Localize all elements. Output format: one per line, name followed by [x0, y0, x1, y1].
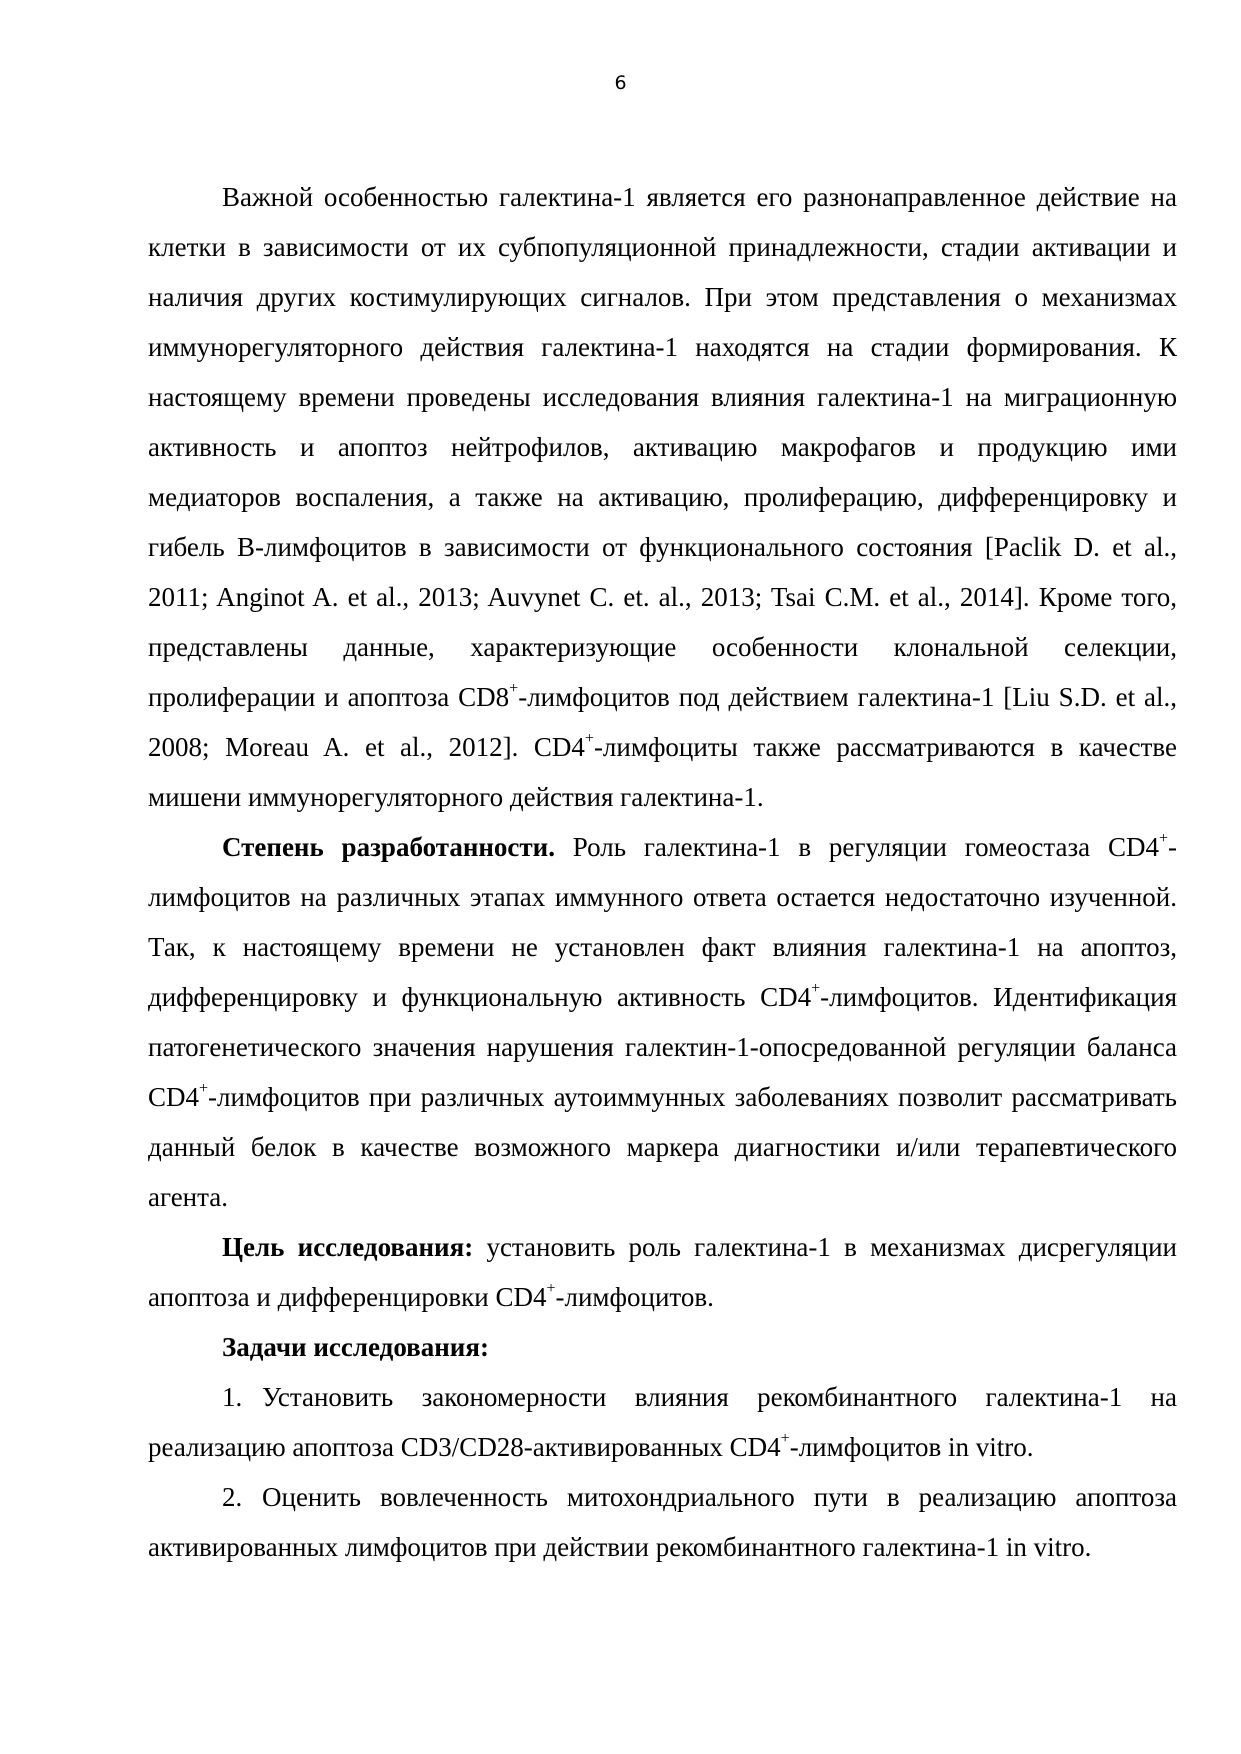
paragraph-text: -лимфоциты также рассматриваются в качестве мишени иммунорегуляторного действия галектина-1.: [148, 732, 1177, 812]
task-number: 1.: [222, 1382, 243, 1412]
task-item: [148, 1372, 1177, 1472]
task-item: [148, 1472, 1177, 1572]
paragraph-text: установить роль галектина-1 в механизмах дисрегуляции апоптоза и дифференцировки CD4: [148, 1232, 1177, 1312]
paragraph-development-degree: [148, 822, 1177, 1222]
paragraph-text: -лимфоцитов при различных аутоиммунных заболеваниях позволит рассматривать данный белок в качестве возможного маркера диагностики и/или терапевтического агента.: [148, 1082, 1177, 1212]
superscript-plus: +: [584, 730, 594, 747]
superscript-plus: +: [1158, 830, 1168, 847]
paragraph-text: -лимфоцитов под действием галектина-1 [Liu S.D. et al., 2008; Moreau A. et al., 2012]. CD4: [148, 682, 1178, 762]
task-text: Установить закономерности влияния рекомбинантного галектина-1 на реализацию апоптоза CD3/CD28-активированных CD4: [148, 1382, 1177, 1462]
document-body: [148, 172, 1177, 1572]
task-text: Оценить вовлеченность митохондриального пути в реализацию апоптоза активированных лимфоцитов при действии рекомбинантного галектина-1 in vitro.: [148, 1482, 1177, 1562]
superscript-plus: +: [811, 980, 821, 997]
paragraph-galectin-action: [148, 172, 1177, 822]
paragraph-text: -лимфоцитов.: [555, 1282, 714, 1312]
paragraph-text: -лимфоцитов. Идентификация патогенетического значения нарушения галектин-1-опосредованной регуляции баланса CD4: [148, 982, 1177, 1112]
task-text: -лимфоцитов in vitro.: [789, 1432, 1034, 1462]
paragraph-text: Роль галектина-1 в регуляции гомеостаза CD4: [555, 832, 1159, 862]
section-heading-tasks: Задачи исследования:: [222, 1332, 489, 1362]
superscript-plus: +: [546, 1280, 556, 1297]
section-heading-goal: Цель исследования:: [222, 1232, 474, 1262]
paragraph-research-goal: [148, 1222, 1177, 1322]
section-heading-development: Степень разработанности.: [222, 832, 555, 862]
superscript-plus: +: [509, 680, 519, 697]
paragraph-text: -лимфоцитов на различных этапах иммунного ответа остается недостаточно изученной. Так, к настоящему времени не установлен факт влияния галектина-1 на апоптоз, дифференцировку и функциональную активность CD4: [148, 832, 1177, 1012]
task-number: 2.: [222, 1482, 243, 1512]
superscript-plus: +: [780, 1430, 790, 1447]
page-number: 6: [614, 72, 627, 94]
superscript-plus: +: [199, 1080, 209, 1097]
tasks-heading-paragraph: [148, 1322, 1177, 1372]
paragraph-text: Важной особенностью галектина-1 является его разнонаправленное действие на клетки в зависимости от их субпопуляционной принадлежности, стадии активации и наличия других костимулирующих сигналов. При этом представления о механизмах иммунорегуляторного действия галектина-1 находятся на стадии формирования. К настоящему времени проведены исследования влияния галектина-1 на миграционную активность и апоптоз нейтрофилов, активацию макрофагов и продукцию ими медиаторов воспаления, а также на активацию, пролиферацию, дифференцировку и гибель В-лимфоцитов в зависимости от функционального состояния [Paclik D. et al., 2011; Anginot A. et al., 2013; Auvynet C. et. al., 2013; Tsai C.M. et al., 2014]. Кроме того, представлены данные, характеризующие особенности клональной селекции, пролиферации и апоптоза CD8: [148, 182, 1177, 712]
